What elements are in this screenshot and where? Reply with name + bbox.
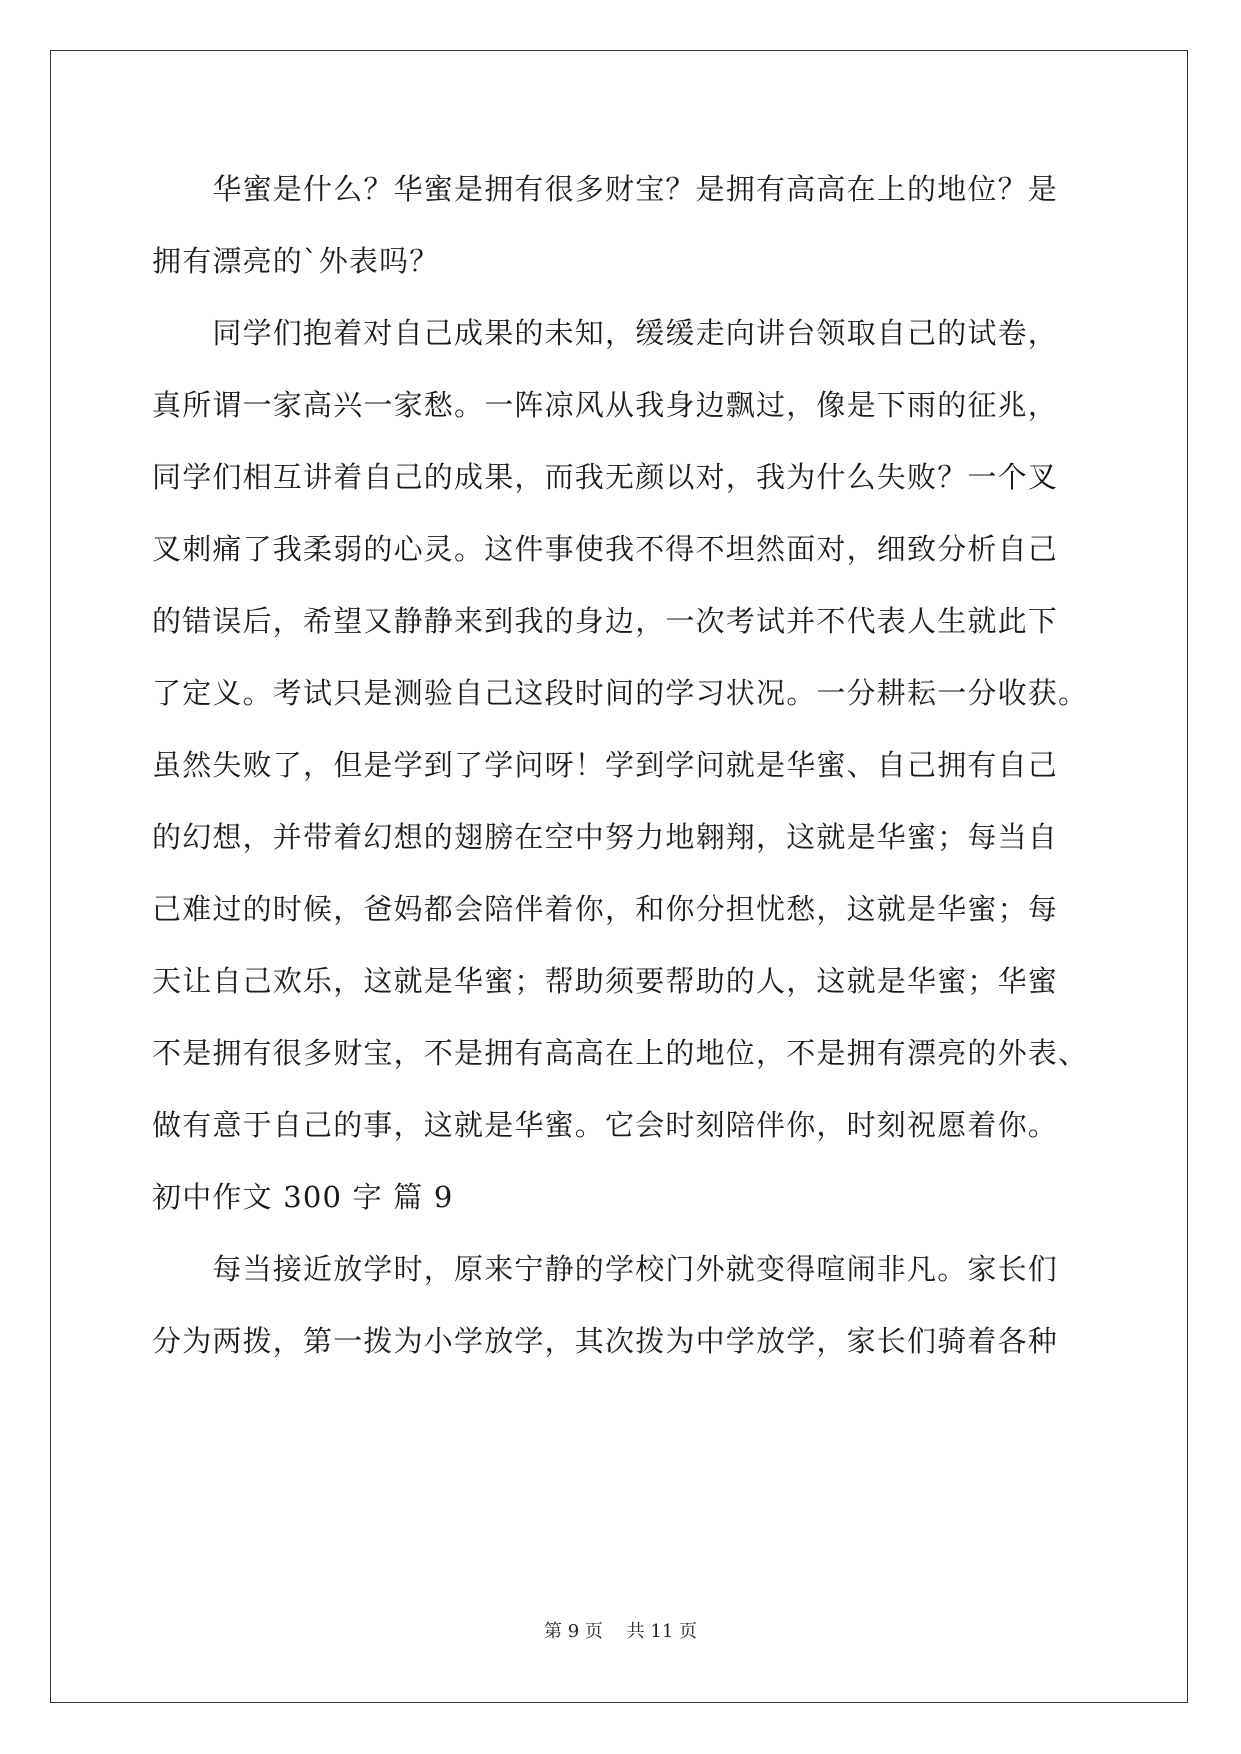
page-footer: [0, 1621, 1241, 1643]
text-line: 己难过的时候，爸妈都会陪伴着你，和你分担忧愁，这就是华蜜；每: [152, 892, 1059, 926]
page-total: 共 11 页: [626, 1621, 697, 1642]
text-line: 每当接近放学时，原来宁静的学校门外就变得喧闹非凡。家长们: [152, 1252, 1059, 1286]
text-line: 做有意于自己的事，这就是华蜜。它会时刻陪伴你，时刻祝愿着你。: [152, 1108, 1059, 1142]
text-line: 的幻想，并带着幻想的翅膀在空中努力地翱翔，这就是华蜜；每当自: [152, 820, 1059, 854]
text-line: 不是拥有很多财宝，不是拥有高高在上的地位，不是拥有漂亮的外表、: [152, 1036, 1089, 1070]
page-border: [50, 50, 1188, 1703]
text-line: 真所谓一家高兴一家愁。一阵凉风从我身边飘过，像是下雨的征兆，: [152, 388, 1059, 422]
text-line: 同学们抱着对自己成果的未知，缓缓走向讲台领取自己的试卷，: [152, 316, 1059, 350]
text-line: 了定义。考试只是测验自己这段时间的学习状况。一分耕耘一分收获。: [152, 676, 1089, 710]
text-line: 拥有漂亮的`外表吗？: [152, 244, 440, 278]
text-line: 华蜜是什么？华蜜是拥有很多财宝？是拥有高高在上的地位？是: [152, 172, 1059, 206]
text-line: 叉刺痛了我柔弱的心灵。这件事使我不得不坦然面对，细致分析自己: [152, 532, 1059, 566]
text-line: 虽然失败了，但是学到了学问呀！学到学问就是华蜜、自己拥有自己: [152, 748, 1059, 782]
text-line: 分为两拨，第一拨为小学放学，其次拨为中学放学，家长们骑着各种: [152, 1324, 1059, 1358]
section-heading: 初中作文 300 字 篇 9: [152, 1180, 454, 1214]
text-line: 同学们相互讲着自己的成果，而我无颜以对，我为什么失败？一个叉: [152, 460, 1059, 494]
text-line: 天让自己欢乐，这就是华蜜；帮助须要帮助的人，这就是华蜜；华蜜: [152, 964, 1059, 998]
text-line: 的错误后，希望又静静来到我的身边，一次考试并不代表人生就此下: [152, 604, 1059, 638]
page-number: 第 9 页: [544, 1621, 603, 1642]
